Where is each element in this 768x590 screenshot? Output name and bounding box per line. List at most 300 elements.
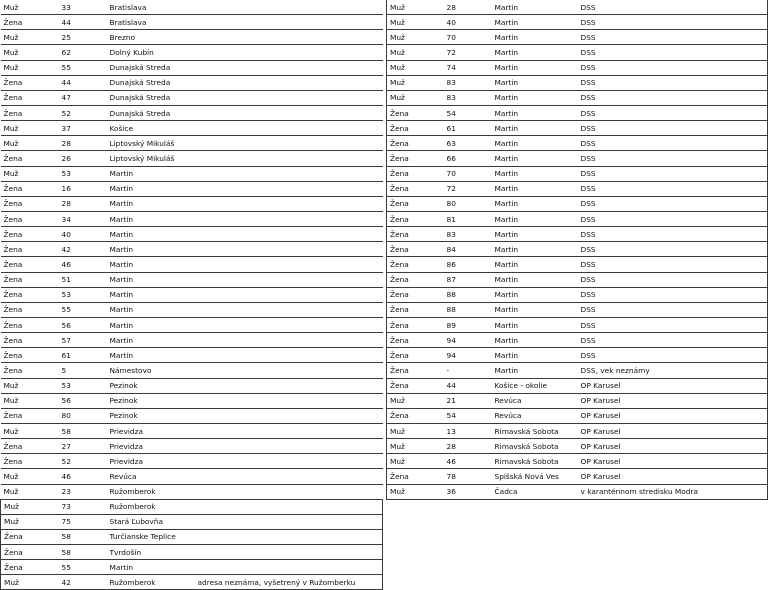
cell-sex: Žena <box>387 242 444 257</box>
cell-district: Martin <box>107 560 195 575</box>
cell-age: 40 <box>59 227 107 242</box>
cell-district: Martin <box>492 105 578 120</box>
cell-age: 28 <box>59 136 107 151</box>
cell-note <box>195 514 383 529</box>
cell-note: DSS <box>578 90 768 105</box>
cell-sex: Žena <box>1 211 59 226</box>
cell-note <box>195 333 383 348</box>
cell-district: Revúca <box>492 408 578 423</box>
cell-note: DSS <box>578 181 768 196</box>
cell-age: 86 <box>444 257 492 272</box>
table-row <box>1 90 383 105</box>
table-row <box>387 484 768 499</box>
cell-sex: Žena <box>387 317 444 332</box>
cell-sex: Muž <box>1 45 59 60</box>
cell-age: - <box>444 363 492 378</box>
cell-age: 80 <box>59 408 107 423</box>
cell-age: 5 <box>59 363 107 378</box>
cell-age: 26 <box>59 151 107 166</box>
table-row <box>1 378 383 393</box>
cell-age: 54 <box>444 105 492 120</box>
table-row <box>387 121 768 136</box>
cell-sex: Muž <box>387 454 444 469</box>
cell-sex: Žena <box>1 302 59 317</box>
cell-age: 57 <box>59 333 107 348</box>
cell-note <box>195 15 383 30</box>
table-row <box>387 454 768 469</box>
cell-note: DSS, vek neznámy <box>578 363 768 378</box>
cell-age: 56 <box>59 393 107 408</box>
cell-district: Spišská Nová Ves <box>492 469 578 484</box>
cell-age: 13 <box>444 423 492 438</box>
cell-district: Martin <box>492 196 578 211</box>
cell-district: Martin <box>107 348 195 363</box>
cell-note: adresa neznáma, vyšetrený v Ružomberku <box>195 575 383 590</box>
table-row <box>1 423 383 438</box>
table-row <box>1 30 383 45</box>
cell-note: DSS <box>578 15 768 30</box>
cell-age: 33 <box>59 0 107 15</box>
table-row <box>387 469 768 484</box>
cell-sex: Žena <box>387 333 444 348</box>
cell-district: Dunajská Streda <box>107 90 195 105</box>
cell-note: DSS <box>578 60 768 75</box>
cell-district: Martin <box>492 15 578 30</box>
cell-age: 16 <box>59 181 107 196</box>
cell-district: Pezinok <box>107 393 195 408</box>
table-row <box>387 30 768 45</box>
cell-note: OP Karusel <box>578 439 768 454</box>
cell-sex: Muž <box>1 378 59 393</box>
cell-district: Martin <box>492 0 578 15</box>
cell-age: 27 <box>59 439 107 454</box>
cell-age: 88 <box>444 287 492 302</box>
cell-district: Martin <box>107 317 195 332</box>
table-row <box>1 136 383 151</box>
cell-district: Turčianske Teplice <box>107 529 195 544</box>
cell-sex: Muž <box>1 393 59 408</box>
cell-sex: Žena <box>1 439 59 454</box>
cell-note: OP Karusel <box>578 469 768 484</box>
table-row <box>1 529 383 544</box>
cell-sex: Žena <box>1 454 59 469</box>
cell-note <box>195 348 383 363</box>
cell-district: Martin <box>107 227 195 242</box>
table-row <box>1 257 383 272</box>
right-table-body <box>387 0 768 499</box>
cell-note <box>195 439 383 454</box>
cell-note <box>195 529 383 544</box>
cell-age: 55 <box>59 302 107 317</box>
left-case-table <box>0 0 383 590</box>
cell-sex: Muž <box>1 166 59 181</box>
table-row <box>1 393 383 408</box>
cell-sex: Muž <box>387 484 444 499</box>
cell-sex: Žena <box>387 257 444 272</box>
cell-sex: Muž <box>1 575 59 590</box>
cell-sex: Muž <box>387 75 444 90</box>
cell-age: 28 <box>59 196 107 211</box>
cell-district: Košice <box>107 121 195 136</box>
cell-district: Martin <box>492 257 578 272</box>
cell-note: DSS <box>578 166 768 181</box>
cell-note <box>195 423 383 438</box>
cell-note <box>195 242 383 257</box>
cell-age: 53 <box>59 378 107 393</box>
cell-district: Dunajská Streda <box>107 60 195 75</box>
cell-district: Martin <box>492 287 578 302</box>
cell-age: 62 <box>59 45 107 60</box>
cell-sex: Muž <box>1 499 59 514</box>
cell-district: Košice - okolie <box>492 378 578 393</box>
cell-sex: Žena <box>387 181 444 196</box>
table-row <box>387 166 768 181</box>
cell-sex: Žena <box>387 211 444 226</box>
cell-age: 52 <box>59 105 107 120</box>
table-row <box>387 257 768 272</box>
cell-district: Ružomberok <box>107 499 195 514</box>
cell-sex: Žena <box>387 105 444 120</box>
cell-note <box>195 0 383 15</box>
cell-age: 83 <box>444 227 492 242</box>
table-row <box>387 408 768 423</box>
table-row <box>387 242 768 257</box>
cell-sex: Žena <box>1 363 59 378</box>
cell-district: Martin <box>492 121 578 136</box>
cell-note <box>195 75 383 90</box>
table-row <box>387 136 768 151</box>
cell-sex: Muž <box>387 45 444 60</box>
cell-district: Martin <box>492 363 578 378</box>
cell-age: 46 <box>59 257 107 272</box>
cell-note <box>195 60 383 75</box>
table-row <box>1 105 383 120</box>
cell-district: Bratislava <box>107 15 195 30</box>
left-table-body <box>1 0 383 590</box>
cell-sex: Žena <box>1 529 59 544</box>
cell-note <box>195 408 383 423</box>
table-row <box>387 75 768 90</box>
table-row <box>1 196 383 211</box>
cell-note <box>195 136 383 151</box>
cell-sex: Žena <box>387 363 444 378</box>
cell-age: 70 <box>444 166 492 181</box>
cell-district: Martin <box>492 317 578 332</box>
cell-note <box>195 227 383 242</box>
cell-note: OP Karusel <box>578 423 768 438</box>
cell-district: Stará Ľubovňa <box>107 514 195 529</box>
cell-sex: Žena <box>387 272 444 287</box>
table-row <box>387 105 768 120</box>
cell-age: 53 <box>59 287 107 302</box>
cell-sex: Muž <box>387 0 444 15</box>
cell-sex: Žena <box>1 348 59 363</box>
cell-note: OP Karusel <box>578 454 768 469</box>
cell-age: 78 <box>444 469 492 484</box>
table-row <box>1 242 383 257</box>
table-row <box>387 317 768 332</box>
cell-note <box>195 302 383 317</box>
table-row <box>387 45 768 60</box>
cell-note: DSS <box>578 257 768 272</box>
cell-district: Čadca <box>492 484 578 499</box>
table-row <box>1 45 383 60</box>
cell-sex: Muž <box>1 484 59 499</box>
table-row <box>1 348 383 363</box>
cell-age: 72 <box>444 181 492 196</box>
cell-note: v karanténnom stredisku Modra <box>578 484 768 499</box>
cell-district: Martin <box>492 272 578 287</box>
cell-note <box>195 499 383 514</box>
cell-note <box>195 181 383 196</box>
cell-age: 44 <box>444 378 492 393</box>
cell-note: DSS <box>578 30 768 45</box>
cell-age: 44 <box>59 15 107 30</box>
cell-note <box>195 121 383 136</box>
cell-age: 80 <box>444 196 492 211</box>
table-row <box>387 333 768 348</box>
cell-note <box>195 469 383 484</box>
cell-note: DSS <box>578 75 768 90</box>
cell-note: DSS <box>578 302 768 317</box>
cell-district: Ružomberok <box>107 575 195 590</box>
cell-age: 94 <box>444 333 492 348</box>
table-row <box>387 302 768 317</box>
cell-district: Martin <box>492 90 578 105</box>
cell-sex: Žena <box>1 75 59 90</box>
cell-age: 63 <box>444 136 492 151</box>
cell-sex: Muž <box>1 469 59 484</box>
table-row <box>387 423 768 438</box>
table-row <box>387 287 768 302</box>
table-row <box>387 363 768 378</box>
cell-age: 75 <box>59 514 107 529</box>
cell-sex: Žena <box>387 348 444 363</box>
table-row <box>387 227 768 242</box>
cell-note: DSS <box>578 136 768 151</box>
cell-sex: Žena <box>387 166 444 181</box>
cell-district: Martin <box>107 257 195 272</box>
cell-district: Revúca <box>492 393 578 408</box>
cell-note <box>195 45 383 60</box>
cell-age: 88 <box>444 302 492 317</box>
cell-district: Námestovo <box>107 363 195 378</box>
cell-note: OP Karusel <box>578 408 768 423</box>
cell-sex: Žena <box>387 408 444 423</box>
cell-age: 55 <box>59 560 107 575</box>
cell-age: 47 <box>59 90 107 105</box>
cell-age: 42 <box>59 242 107 257</box>
cell-note <box>195 545 383 560</box>
cell-note: DSS <box>578 242 768 257</box>
table-row <box>1 151 383 166</box>
table-row <box>1 408 383 423</box>
cell-age: 72 <box>444 45 492 60</box>
cell-district: Dunajská Streda <box>107 105 195 120</box>
cell-sex: Žena <box>387 136 444 151</box>
table-row <box>1 317 383 332</box>
cell-age: 36 <box>444 484 492 499</box>
right-case-table <box>386 0 768 500</box>
cell-note: DSS <box>578 105 768 120</box>
cell-age: 87 <box>444 272 492 287</box>
cell-sex: Žena <box>1 15 59 30</box>
cell-sex: Žena <box>387 287 444 302</box>
cell-sex: Muž <box>387 393 444 408</box>
cell-sex: Žena <box>1 272 59 287</box>
table-row <box>1 545 383 560</box>
cell-district: Pezinok <box>107 378 195 393</box>
cell-sex: Muž <box>1 423 59 438</box>
cell-note: DSS <box>578 45 768 60</box>
cell-note: DSS <box>578 211 768 226</box>
table-row <box>387 378 768 393</box>
cell-sex: Muž <box>1 121 59 136</box>
table-row <box>387 151 768 166</box>
cell-age: 83 <box>444 75 492 90</box>
cell-note <box>195 454 383 469</box>
cell-district: Liptovský Mikuláš <box>107 136 195 151</box>
cell-sex: Žena <box>1 317 59 332</box>
cell-district: Martin <box>492 60 578 75</box>
cell-age: 46 <box>444 454 492 469</box>
cell-sex: Muž <box>387 60 444 75</box>
cell-age: 66 <box>444 151 492 166</box>
table-row <box>1 227 383 242</box>
table-row <box>1 484 383 499</box>
cell-note <box>195 378 383 393</box>
cell-district: Rimavská Sobota <box>492 454 578 469</box>
cell-sex: Žena <box>1 408 59 423</box>
cell-age: 81 <box>444 211 492 226</box>
cell-district: Prievidza <box>107 423 195 438</box>
table-row <box>1 211 383 226</box>
cell-age: 40 <box>444 15 492 30</box>
cell-note <box>195 90 383 105</box>
cell-note: DSS <box>578 227 768 242</box>
table-row <box>1 287 383 302</box>
cell-sex: Žena <box>1 227 59 242</box>
cell-sex: Žena <box>387 151 444 166</box>
cell-age: 73 <box>59 499 107 514</box>
cell-sex: Žena <box>1 196 59 211</box>
table-row <box>1 121 383 136</box>
cell-age: 58 <box>59 423 107 438</box>
cell-district: Martin <box>492 242 578 257</box>
cell-district: Revúca <box>107 469 195 484</box>
cell-district: Rimavská Sobota <box>492 423 578 438</box>
cell-district: Dolný Kubín <box>107 45 195 60</box>
table-row <box>1 560 383 575</box>
cell-age: 52 <box>59 454 107 469</box>
cell-age: 53 <box>59 166 107 181</box>
cell-district: Martin <box>492 333 578 348</box>
cell-district: Martin <box>107 302 195 317</box>
cell-sex: Žena <box>1 181 59 196</box>
cell-age: 28 <box>444 0 492 15</box>
cell-sex: Muž <box>387 15 444 30</box>
table-row <box>387 211 768 226</box>
table-row <box>1 181 383 196</box>
cell-district: Tvrdošín <box>107 545 195 560</box>
cell-district: Martin <box>107 211 195 226</box>
cell-note <box>195 484 383 499</box>
cell-district: Martin <box>492 151 578 166</box>
table-row <box>1 454 383 469</box>
cell-age: 28 <box>444 439 492 454</box>
cell-note <box>195 272 383 287</box>
table-row <box>1 514 383 529</box>
cell-district: Martin <box>492 348 578 363</box>
cell-district: Martin <box>492 136 578 151</box>
cell-note: DSS <box>578 196 768 211</box>
cell-age: 94 <box>444 348 492 363</box>
cell-district: Ružomberok <box>107 484 195 499</box>
cell-note: DSS <box>578 287 768 302</box>
table-row <box>1 499 383 514</box>
table-row <box>1 166 383 181</box>
cell-district: Martin <box>107 242 195 257</box>
table-row <box>387 348 768 363</box>
cell-note: DSS <box>578 121 768 136</box>
cell-sex: Muž <box>1 60 59 75</box>
cell-note <box>195 287 383 302</box>
cell-district: Martin <box>107 287 195 302</box>
cell-sex: Muž <box>1 514 59 529</box>
table-row <box>387 196 768 211</box>
cell-district: Pezinok <box>107 408 195 423</box>
cell-age: 55 <box>59 60 107 75</box>
cell-note <box>195 166 383 181</box>
table-row <box>387 181 768 196</box>
cell-age: 58 <box>59 545 107 560</box>
cell-sex: Žena <box>1 90 59 105</box>
cell-age: 37 <box>59 121 107 136</box>
cell-sex: Muž <box>1 136 59 151</box>
cell-district: Prievidza <box>107 439 195 454</box>
table-row <box>1 439 383 454</box>
cell-district: Liptovský Mikuláš <box>107 151 195 166</box>
cell-age: 21 <box>444 393 492 408</box>
cell-note: DSS <box>578 272 768 287</box>
cell-note <box>195 211 383 226</box>
cell-note: DSS <box>578 317 768 332</box>
cell-district: Martin <box>107 166 195 181</box>
cell-note: OP Karusel <box>578 393 768 408</box>
table-row <box>387 393 768 408</box>
table-row <box>1 15 383 30</box>
cell-age: 46 <box>59 469 107 484</box>
cell-note <box>195 363 383 378</box>
table-row <box>1 0 383 15</box>
cell-sex: Žena <box>1 151 59 166</box>
cell-sex: Žena <box>387 378 444 393</box>
cell-sex: Žena <box>387 302 444 317</box>
table-row <box>387 90 768 105</box>
table-row <box>1 60 383 75</box>
cell-district: Martin <box>492 30 578 45</box>
cell-sex: Žena <box>1 545 59 560</box>
table-row <box>387 0 768 15</box>
cell-district: Brezno <box>107 30 195 45</box>
table-row <box>387 439 768 454</box>
cell-district: Martin <box>492 75 578 90</box>
cell-note <box>195 393 383 408</box>
cell-age: 56 <box>59 317 107 332</box>
cell-sex: Muž <box>387 423 444 438</box>
cell-age: 25 <box>59 30 107 45</box>
cell-note <box>195 151 383 166</box>
